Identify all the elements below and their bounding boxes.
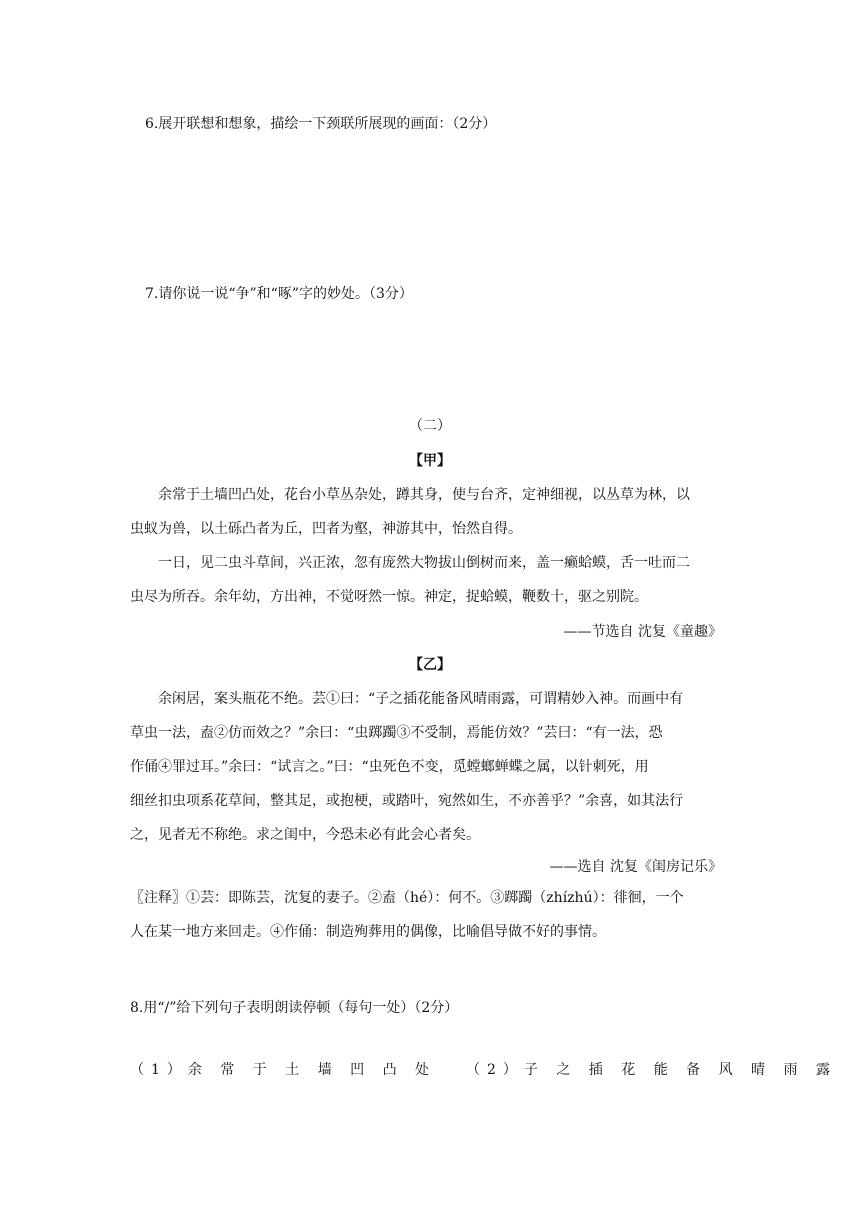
yi-source: ——选自 沈复《闺房记乐》 (549, 859, 722, 875)
q8-item-2: （2）子 之 插 花 能 备 风 晴 雨 露 (466, 1062, 837, 1078)
text-line: 虫尽为所吞。余年幼，方出神，不觉呀然一惊。神定，捉蛤蟆，鞭数十，驱之别院。 (130, 589, 648, 605)
question-7: 7.请你说一说“争”和“啄”字的妙处。（3分） (145, 286, 413, 302)
text-line: 余闲居，案头瓶花不绝。芸①曰：“子之插花能备风晴雨露，可谓精妙入神。而画中有 (158, 691, 684, 707)
yi-paragraph (130, 682, 730, 852)
text-line: 一日，见二虫斗草间，兴正浓，忽有庞然大物拔山倒树而来，盖一癞蛤蟆，舌一吐而二 (158, 555, 690, 571)
yi-heading: 【乙】 (409, 657, 451, 673)
question-8: 8.用“/”给下列句子表明朗读停顿（每句一处）（2分） (130, 1000, 459, 1016)
note-line: 人在某一地方来回走。④作俑：制造殉葬用的偶像，比喻倡导做不好的事情。 (130, 924, 606, 940)
annotation-notes (130, 881, 730, 949)
text-line: 虫蚁为兽，以土砾凸者为丘，凹者为壑，神游其中，怡然自得。 (130, 521, 522, 537)
jia-heading: 【甲】 (409, 453, 451, 469)
text-line: 草虫一法，盍②仿而效之？”余曰：“虫踯躅③不受制，焉能仿效？”芸曰：“有一法，恐 (130, 725, 663, 741)
jia-paragraph-1 (130, 478, 730, 546)
q8-item-1: （1）余 常 于 土 墙 凹 凸 处 (130, 1062, 437, 1078)
text-line: 细丝扣虫项系花草间，整其足，或抱梗，或踏叶，宛然如生，不亦善乎？”余喜，如其法行 (130, 793, 684, 809)
jia-source: ——节选自 沈复《童趣》 (563, 624, 722, 640)
question-6: 6.展开联想和想象，描绘一下颈联所展现的画面：（2分） (145, 116, 497, 132)
jia-paragraph-2 (130, 546, 730, 614)
note-line: 〖注释〗①芸：即陈芸，沈复的妻子。②盍（hé）：何不。③踯躅（zhízhú）：徘徊，一个 (130, 890, 684, 906)
text-line: 之，见者无不称绝。求之闺中，今恐未必有此会心者矣。 (130, 827, 480, 843)
section-heading: （二） (409, 418, 451, 434)
text-line: 余常于土墙凹凸处，花台小草丛杂处，蹲其身，使与台齐，定神细视，以丛草为林，以 (158, 487, 690, 503)
text-line: 作俑④罪过耳。”余曰：“试言之。”曰：“虫死色不变，觅螳螂蝉蝶之属，以针刺死，用 (130, 759, 649, 775)
